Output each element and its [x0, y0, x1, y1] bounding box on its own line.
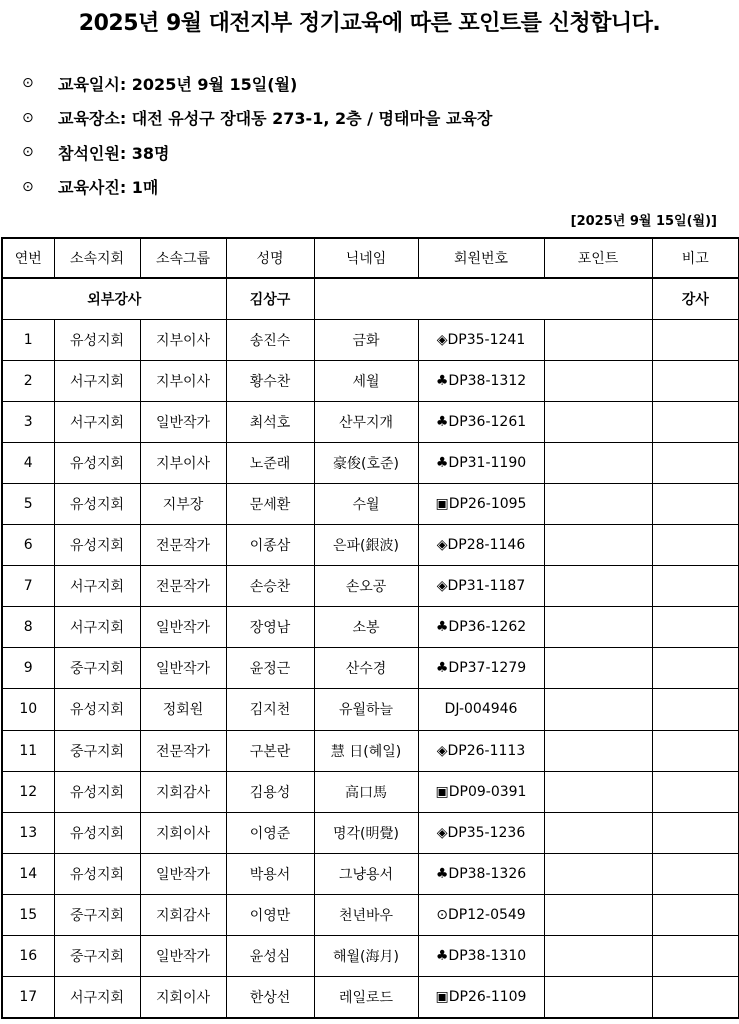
cell-branch: 서구지회	[54, 977, 140, 1018]
cell-group: 일반작가	[140, 853, 226, 894]
info-item	[22, 170, 492, 205]
cell-point	[544, 442, 652, 483]
cell-name: 황수찬	[226, 360, 314, 401]
info-item	[22, 101, 492, 136]
cell-branch: 서구지회	[54, 607, 140, 648]
cell-branch: 중구지회	[54, 894, 140, 935]
info-item	[22, 135, 492, 170]
table-row	[2, 853, 739, 894]
table-row	[2, 689, 739, 730]
cell-member-id: ♣DP37-1279	[418, 648, 544, 689]
cell-point	[544, 360, 652, 401]
cell-note	[652, 442, 739, 483]
cell-note	[652, 894, 739, 935]
page-title: 2025년 9월 대전지부 정기교육에 따른 포인트를 신청합니다.	[78, 11, 661, 36]
cell-note	[652, 525, 739, 566]
cell-member-id: ♣DP31-1190	[418, 442, 544, 483]
cell-note	[652, 566, 739, 607]
cell-no: 5	[2, 483, 54, 524]
table-row	[2, 319, 739, 360]
cell-group: 지회이사	[140, 812, 226, 853]
cell-branch: 유성지회	[54, 812, 140, 853]
cell-no: 15	[2, 894, 54, 935]
cell-point	[544, 853, 652, 894]
cell-nickname: 慧 日(혜일)	[314, 730, 418, 771]
cell-nickname: 소봉	[314, 607, 418, 648]
lecturer-empty	[314, 278, 652, 319]
cell-branch: 중구지회	[54, 730, 140, 771]
cell-no: 2	[2, 360, 54, 401]
cell-group: 전문작가	[140, 566, 226, 607]
cell-nickname: 유월하늘	[314, 689, 418, 730]
table-row	[2, 730, 739, 771]
table-row	[2, 648, 739, 689]
cell-name: 한상선	[226, 977, 314, 1018]
cell-point	[544, 607, 652, 648]
cell-no: 11	[2, 730, 54, 771]
info-text: 교육장소: 대전 유성구 장대동 273-1, 2층 / 명태마을 교육장	[58, 109, 493, 129]
cell-name: 구본란	[226, 730, 314, 771]
table-row	[2, 936, 739, 977]
cell-point	[544, 525, 652, 566]
lecturer-name: 김상구	[226, 278, 314, 319]
attendance-table	[1, 237, 739, 1019]
cell-note	[652, 936, 739, 977]
cell-no: 9	[2, 648, 54, 689]
cell-member-id: DJ-004946	[418, 689, 544, 730]
cell-nickname: 수월	[314, 483, 418, 524]
info-text: 교육사진: 1매	[58, 178, 159, 198]
cell-no: 17	[2, 977, 54, 1018]
bullet-icon: ⊙	[22, 109, 34, 126]
lecturer-label: 외부강사	[2, 278, 226, 319]
cell-nickname: 豪俊(호준)	[314, 442, 418, 483]
cell-no: 1	[2, 319, 54, 360]
cell-nickname: 은파(銀波)	[314, 525, 418, 566]
header-group: 소속그룹	[140, 238, 226, 278]
cell-member-id: ◈DP35-1236	[418, 812, 544, 853]
cell-member-id: ♣DP36-1261	[418, 401, 544, 442]
cell-point	[544, 483, 652, 524]
cell-nickname: 천년바우	[314, 894, 418, 935]
cell-note	[652, 771, 739, 812]
cell-group: 지회감사	[140, 771, 226, 812]
cell-branch: 서구지회	[54, 566, 140, 607]
cell-branch: 유성지회	[54, 525, 140, 566]
cell-nickname: 산무지개	[314, 401, 418, 442]
cell-name: 최석호	[226, 401, 314, 442]
header-nickname: 닉네임	[314, 238, 418, 278]
cell-name: 문세환	[226, 483, 314, 524]
cell-note	[652, 401, 739, 442]
cell-group: 일반작가	[140, 401, 226, 442]
cell-branch: 중구지회	[54, 936, 140, 977]
cell-name: 송진수	[226, 319, 314, 360]
cell-name: 김용성	[226, 771, 314, 812]
table-row	[2, 360, 739, 401]
cell-group: 지부장	[140, 483, 226, 524]
cell-note	[652, 483, 739, 524]
table-row	[2, 977, 739, 1018]
cell-note	[652, 319, 739, 360]
cell-branch: 유성지회	[54, 319, 140, 360]
cell-point	[544, 401, 652, 442]
cell-nickname: 명각(明覺)	[314, 812, 418, 853]
cell-group: 일반작가	[140, 648, 226, 689]
cell-group: 지부이사	[140, 360, 226, 401]
cell-no: 4	[2, 442, 54, 483]
cell-branch: 서구지회	[54, 360, 140, 401]
cell-branch: 서구지회	[54, 401, 140, 442]
cell-name: 장영남	[226, 607, 314, 648]
cell-point	[544, 319, 652, 360]
cell-branch: 유성지회	[54, 689, 140, 730]
lecturer-note: 강사	[652, 278, 739, 319]
cell-no: 7	[2, 566, 54, 607]
table-row	[2, 607, 739, 648]
cell-member-id: ▣DP26-1095	[418, 483, 544, 524]
header-branch: 소속지회	[54, 238, 140, 278]
info-text: 참석인원: 38명	[58, 143, 170, 163]
header-name: 성명	[226, 238, 314, 278]
cell-no: 16	[2, 936, 54, 977]
cell-branch: 유성지회	[54, 483, 140, 524]
date-label: [2025년 9월 15일(월)]	[570, 214, 717, 229]
bullet-icon: ⊙	[22, 75, 34, 92]
cell-group: 전문작가	[140, 525, 226, 566]
cell-member-id: ♣DP36-1262	[418, 607, 544, 648]
table-row	[2, 771, 739, 812]
table-row	[2, 894, 739, 935]
cell-point	[544, 771, 652, 812]
cell-group: 일반작가	[140, 936, 226, 977]
cell-nickname: 세월	[314, 360, 418, 401]
info-item	[22, 66, 492, 101]
cell-note	[652, 730, 739, 771]
cell-point	[544, 689, 652, 730]
cell-no: 12	[2, 771, 54, 812]
cell-member-id: ♣DP38-1326	[418, 853, 544, 894]
cell-note	[652, 607, 739, 648]
cell-nickname: 高口馬	[314, 771, 418, 812]
cell-group: 일반작가	[140, 607, 226, 648]
cell-group: 정회원	[140, 689, 226, 730]
cell-nickname: 그냥용서	[314, 853, 418, 894]
table-header-row	[2, 238, 739, 278]
cell-no: 10	[2, 689, 54, 730]
cell-name: 손승찬	[226, 566, 314, 607]
cell-member-id: ♣DP38-1312	[418, 360, 544, 401]
table-row	[2, 401, 739, 442]
cell-point	[544, 936, 652, 977]
cell-group: 전문작가	[140, 730, 226, 771]
table-row	[2, 566, 739, 607]
cell-member-id: ◈DP31-1187	[418, 566, 544, 607]
cell-note	[652, 689, 739, 730]
cell-note	[652, 360, 739, 401]
info-list	[22, 66, 492, 204]
cell-branch: 유성지회	[54, 771, 140, 812]
cell-member-id: ▣DP09-0391	[418, 771, 544, 812]
cell-point	[544, 648, 652, 689]
cell-note	[652, 853, 739, 894]
cell-branch: 중구지회	[54, 648, 140, 689]
cell-point	[544, 812, 652, 853]
cell-branch: 유성지회	[54, 853, 140, 894]
cell-no: 3	[2, 401, 54, 442]
info-text: 교육일시: 2025년 9월 15일(월)	[58, 74, 298, 94]
cell-group: 지회이사	[140, 977, 226, 1018]
cell-member-id: ▣DP26-1109	[418, 977, 544, 1018]
table-row	[2, 442, 739, 483]
cell-no: 8	[2, 607, 54, 648]
bullet-icon: ⊙	[22, 178, 34, 195]
cell-name: 윤정근	[226, 648, 314, 689]
cell-nickname: 레일로드	[314, 977, 418, 1018]
cell-name: 김지천	[226, 689, 314, 730]
cell-branch: 유성지회	[54, 442, 140, 483]
cell-note	[652, 648, 739, 689]
header-no: 연번	[2, 238, 54, 278]
cell-nickname: 금화	[314, 319, 418, 360]
cell-point	[544, 977, 652, 1018]
cell-nickname: 산수경	[314, 648, 418, 689]
cell-name: 윤성심	[226, 936, 314, 977]
cell-group: 지부이사	[140, 442, 226, 483]
cell-name: 이종삼	[226, 525, 314, 566]
cell-no: 14	[2, 853, 54, 894]
lecturer-row	[2, 278, 739, 319]
cell-no: 13	[2, 812, 54, 853]
cell-point	[544, 894, 652, 935]
cell-name: 박용서	[226, 853, 314, 894]
cell-member-id: ◈DP26-1113	[418, 730, 544, 771]
cell-point	[544, 730, 652, 771]
cell-name: 이영만	[226, 894, 314, 935]
cell-note	[652, 812, 739, 853]
table-row	[2, 812, 739, 853]
cell-nickname: 손오공	[314, 566, 418, 607]
cell-name: 노준래	[226, 442, 314, 483]
cell-note	[652, 977, 739, 1018]
header-member-id: 회원번호	[418, 238, 544, 278]
cell-member-id: ◈DP35-1241	[418, 319, 544, 360]
table-row	[2, 483, 739, 524]
header-point: 포인트	[544, 238, 652, 278]
cell-member-id: ⊙DP12-0549	[418, 894, 544, 935]
cell-member-id: ◈DP28-1146	[418, 525, 544, 566]
cell-nickname: 해월(海月)	[314, 936, 418, 977]
cell-name: 이영준	[226, 812, 314, 853]
header-note: 비고	[652, 238, 739, 278]
cell-group: 지회감사	[140, 894, 226, 935]
cell-member-id: ♣DP38-1310	[418, 936, 544, 977]
table-row	[2, 525, 739, 566]
cell-group: 지부이사	[140, 319, 226, 360]
cell-point	[544, 566, 652, 607]
cell-no: 6	[2, 525, 54, 566]
bullet-icon: ⊙	[22, 144, 34, 161]
